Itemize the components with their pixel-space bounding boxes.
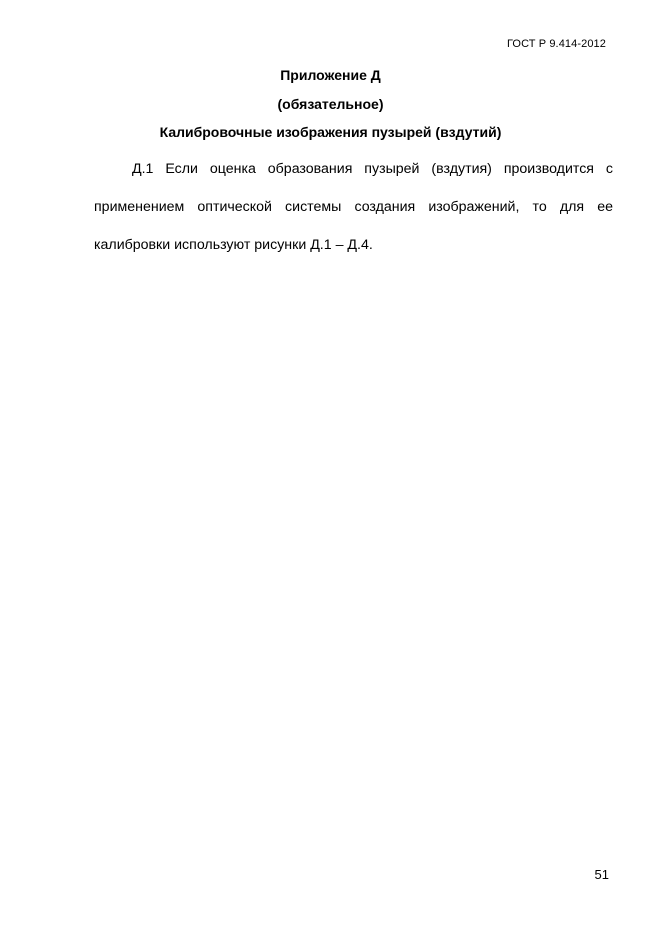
appendix-status: (обязательное) [277, 96, 384, 112]
document-code: ГОСТ Р 9.414-2012 [506, 38, 606, 50]
appendix-label: Приложение Д [280, 67, 381, 83]
paragraph-d1: Д.1 Если оценка образования пузырей (вздутия) производится с применением оптической системы создания изображений, то для ее калибровки используют рисунки Д.1 – Д.4. [94, 161, 613, 253]
page-number: 51 [594, 867, 609, 882]
appendix-title: Калибровочные изображения пузырей (вздутий) [159, 124, 502, 140]
